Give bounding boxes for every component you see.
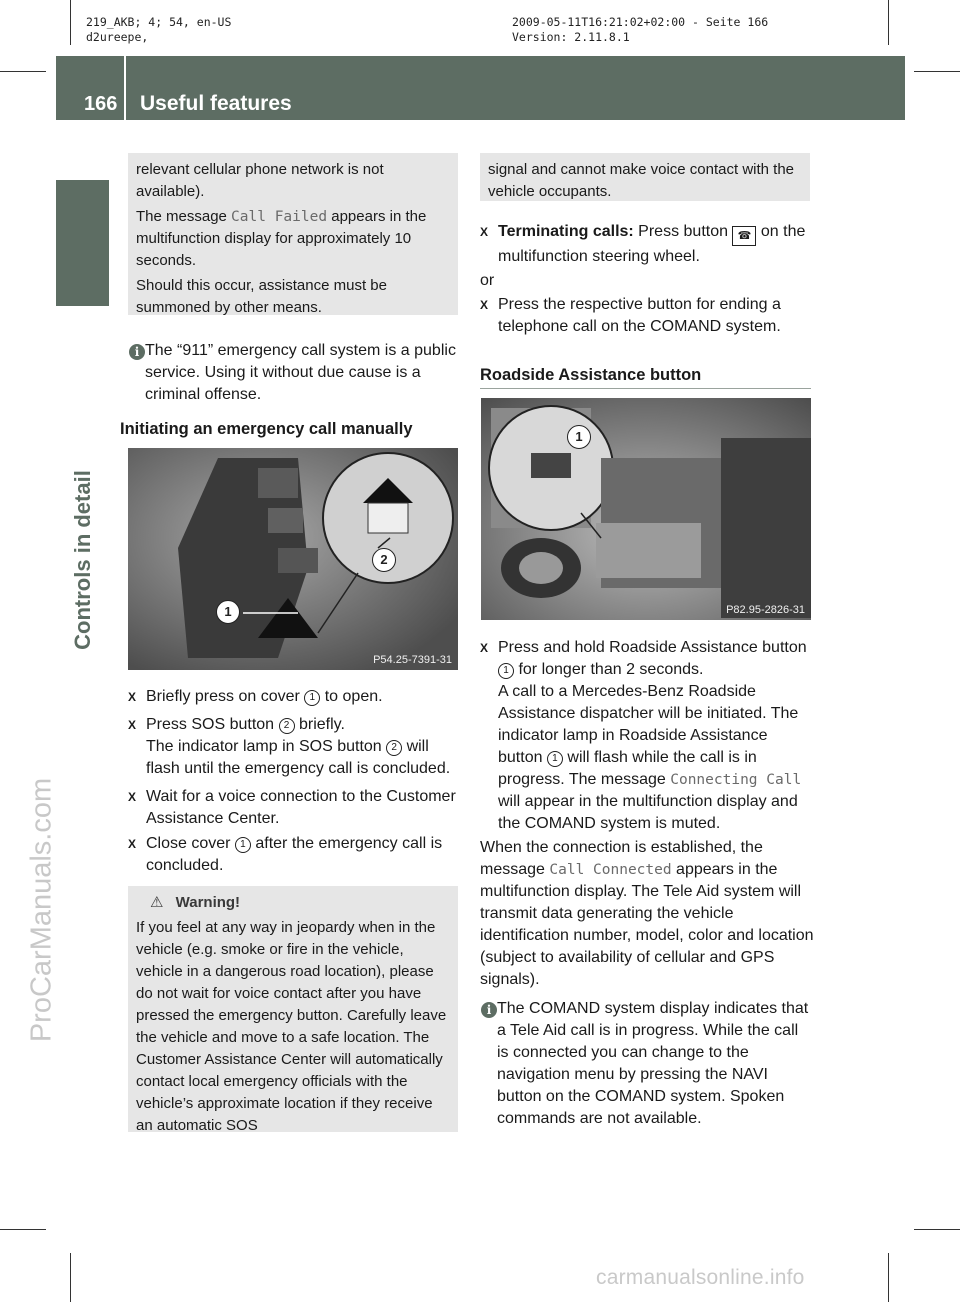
text: Press button: [633, 223, 733, 240]
continued-note-box: [128, 153, 458, 315]
crop-mark: [70, 0, 71, 45]
note-paragraph: relevant cellular phone network is not available).: [136, 161, 384, 200]
info-comand-text: The COMAND system display indicates that a Tele Aid call is in progress. While the call is connected you can change to the navigation menu by pressing the NAVI button on the COMAND system. Spoken commands are not available.: [497, 1000, 809, 1127]
step-terminate-calls: [480, 221, 814, 268]
step-wait-voice: [128, 786, 462, 830]
text: on the multifunction steering wheel.: [498, 223, 806, 265]
continued-note-box-right: signal and cannot make voice contact with the vehicle occupants.: [480, 153, 810, 201]
text: Close cover: [146, 835, 235, 852]
step-roadside-press: [480, 637, 814, 835]
display-message: Call Connected: [549, 862, 672, 878]
text: Press SOS button: [146, 716, 279, 733]
step-comand-end-call: [480, 294, 814, 338]
text: Press and hold Roadside Assistance button: [498, 639, 807, 656]
crop-mark: [70, 1253, 71, 1302]
step-arrow-icon: X: [480, 225, 489, 239]
text: will flash while the call is in progress. The message: [498, 749, 757, 788]
text: The indicator lamp in SOS button: [146, 738, 387, 755]
side-section-label: Controls in detail: [70, 470, 95, 650]
text: briefly.: [294, 716, 345, 733]
page-number: 166: [84, 93, 118, 115]
callout-ref: 1: [304, 690, 320, 706]
callout-ref: 2: [386, 740, 402, 756]
text: Wait for a voice connection to the Customer Assistance Center.: [146, 788, 456, 827]
callout-ref: 1: [547, 751, 563, 767]
text: Press the respective button for ending a telephone call on the COMAND system.: [498, 296, 781, 335]
sos-button-illustration: [128, 448, 458, 670]
text: appears in the multifunction display. The Tele Aid system will transmit data generating the vehicle identification number, model, color and location (subject to availability of cellular and GPS signals).: [480, 861, 814, 988]
roadside-button-photo: [481, 398, 811, 620]
callout-ref: 2: [279, 718, 295, 734]
warning-icon: ⚠: [150, 894, 164, 911]
warning-title-row: [136, 892, 450, 914]
callout-ref: 1: [235, 837, 251, 853]
callout-1: 1: [567, 425, 591, 449]
step-label: Terminating calls:: [498, 223, 634, 240]
chapter-title: Useful features: [140, 92, 292, 115]
crop-mark: [0, 71, 46, 72]
callout-1: 1: [216, 600, 240, 624]
print-meta-left: [86, 15, 231, 45]
info-icon: i: [481, 1002, 497, 1018]
heading-roadside: Roadside Assistance button: [480, 366, 702, 384]
display-message: Call Failed: [231, 209, 328, 225]
crop-mark: [914, 1229, 960, 1230]
connected-paragraph: [480, 837, 814, 991]
header-divider: [124, 56, 126, 120]
side-tab: [56, 180, 109, 306]
crop-mark: [888, 0, 889, 45]
step-note: [146, 736, 462, 780]
note-paragraph: [136, 206, 450, 272]
step-arrow-icon: X: [128, 790, 137, 804]
text: appears in the multifunction display for approximately 10 seconds.: [136, 208, 427, 269]
print-meta-line: d2ureepe,: [86, 30, 149, 44]
step-press-sos: [128, 714, 462, 780]
text: The message: [136, 208, 232, 225]
step-arrow-icon: X: [128, 718, 137, 732]
heading-manual-call: Initiating an emergency call manually: [120, 420, 413, 438]
watermark-bottom: carmanualsonline.info: [596, 1266, 805, 1289]
warning-title: Warning!: [175, 894, 241, 911]
step-arrow-icon: X: [128, 690, 137, 704]
display-message: Connecting Call: [670, 772, 802, 788]
step-open-cover: [128, 686, 462, 708]
roadside-illustration: [481, 398, 811, 620]
photo-code: P82.95-2826-31: [726, 604, 805, 616]
text: When the connection is established, the message: [480, 839, 763, 878]
sos-button-photo: [128, 448, 458, 670]
photo-code: P54.25-7391-31: [373, 654, 452, 666]
info-911-text: The “911” emergency call system is a public service. Using it without due cause is a criminal offense.: [145, 342, 456, 403]
or-text: or: [480, 272, 495, 289]
step-arrow-icon: X: [128, 837, 137, 851]
print-meta-line: 219_AKB; 4; 54, en-US: [86, 15, 232, 29]
text: to open.: [320, 688, 383, 705]
warning-box: [128, 886, 458, 1132]
step-arrow-icon: X: [480, 298, 489, 312]
hang-up-icon: ☎: [732, 226, 756, 246]
step-close-cover: [128, 833, 462, 877]
text: A call to a Mercedes-Benz Roadside Assistance dispatcher will be initiated. The indicator lamp in Roadside Assistance button: [498, 683, 799, 766]
text: will flash until the emergency call is concluded.: [146, 738, 451, 777]
text: after the emergency call is concluded.: [146, 835, 443, 874]
callout-ref: 1: [498, 663, 514, 679]
print-meta-line: 2009-05-11T16:21:02+02:00 - Seite 166: [512, 15, 769, 29]
text: for longer than 2 seconds.: [514, 661, 704, 678]
print-meta-line: Version: 2.11.8.1: [512, 30, 630, 44]
crop-mark: [0, 1229, 46, 1230]
warning-body: If you feel at any way in jeopardy when in the vehicle (e.g. smoke or fire in the vehicle, vehicle in a dangerous road location), please do not wait for voice contact after you have pressed the emergency button. Carefully leave the vehicle and move to a safe location. The Customer Assistance Center will automatically contact local emergency officials with the vehicle’s approximate location if they receive an automatic SOS: [136, 919, 447, 1134]
heading-rule: [480, 388, 811, 389]
info-icon: i: [129, 344, 145, 360]
text: Briefly press on cover: [146, 688, 305, 705]
callout-2: 2: [372, 548, 396, 572]
note-paragraph: Should this occur, assistance must be summoned by other means.: [136, 277, 387, 316]
watermark-left: ProCarManuals.com: [25, 777, 58, 1043]
step-arrow-icon: X: [480, 641, 489, 655]
crop-mark: [914, 71, 960, 72]
print-meta-right: [512, 15, 768, 45]
step-note: [498, 681, 814, 835]
text: will appear in the multifunction display and the COMAND system is muted.: [498, 793, 798, 832]
crop-mark: [888, 1253, 889, 1302]
